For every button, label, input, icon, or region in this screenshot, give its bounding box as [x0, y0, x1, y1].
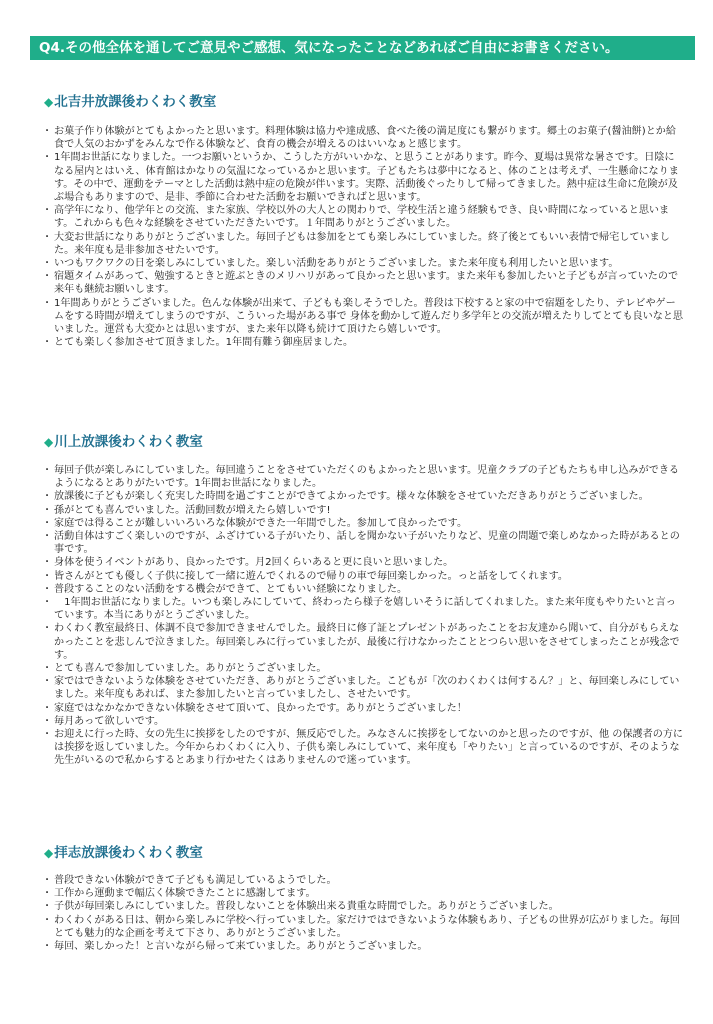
section-title-text: 北吉井放課後わくわく教室	[54, 94, 217, 110]
list-item: ・ わくわくがある日は、朝から楽しみに学校へ行っていました。家だけではできないような体験もあり、子どもの世界が広がりました。毎回とても魅力的な企画を考えて下さり、ありがとうございました。	[44, 914, 684, 940]
section-title-kitayoshii	[44, 93, 216, 111]
list-item: ・ 身体を使うイベントがあり、良かったです。月2回くらいあると更に良いと思いました。	[44, 556, 684, 569]
list-item: ・ 大変お世話になりありがとうございました。毎回子どもは参加をとても楽しみにしていました。終了後とてもいい表情で帰宅していました。来年度も是非参加させたいです。	[44, 231, 684, 257]
list-item: ・ 家ではできないような体験をさせていただき、ありがとうございました。こどもが「次のわくわくは何するん？」と、毎回楽しみにしていました。来年度もあれば、また参加したいと言っていましたし、させたいです。	[44, 675, 684, 701]
list-item: ・ 宿題タイムがあって、勉強するときと遊ぶときのメリハリがあって良かったと思います。また来年も参加したいと子どもが言っていたので来年も継続お願いします。	[44, 270, 684, 296]
section-title-text: 拝志放課後わくわく教室	[54, 845, 203, 861]
list-item: ・ 家庭ではなかなかできない体験をさせて頂いて、良かったです。ありがとうございました！	[44, 702, 684, 715]
list-item: ・ 皆さんがとても優しく子供に接して一緒に遊んでくれるので帰りの車で毎回楽しかった。っと話をしてくれます。	[44, 570, 684, 583]
list-item: ・ 子供が毎回楽しみにしていました。普段しないことを体験出来る貴重な時間でした。ありがとうございました。	[44, 900, 684, 913]
list-item: ・ 毎回子供が楽しみにしていました。毎回違うことをさせていただくのもよかったと思います。児童クラブの子どもたちも申し込みができるようになるとありがたいです。1年間お世話になりました。	[44, 464, 684, 490]
list-item: ・ 普段できない体験ができて子どもも満足しているようでした。	[44, 874, 684, 887]
section-title-haishi	[44, 844, 203, 862]
diamond-icon: ◆	[44, 435, 54, 449]
list-item: ・ 活動自体はすごく楽しいのですが、ふざけている子がいたり、話しを聞かない子がいたりなど、児童の問題で楽しめなかった時があるとの事です。	[44, 530, 684, 556]
list-item: ・ お迎えに行った時、女の先生に挨拶をしたのですが、無反応でした。みなさんに挨拶をしてないのかと思ったのですが、他 の保護者の方には挨拶を返していました。今年からわくわくに入り、子供も楽しみにしていて、来年度も「やりたい」と言っているのですが、そのような先生がいるので私からするとあまり行かせたくはありませんので迷っています。	[44, 728, 684, 768]
list-item: ・ とても喜んで参加していました。ありがとうございました。	[44, 662, 684, 675]
list-item: ・ 1年間お世話になりました。いつも楽しみにしていて、終わったら様子を嬉しいそうに話してくれました。また来年度もやりたいと言っています。本当にありがとうございました。	[44, 596, 684, 622]
list-item: ・ 工作から運動まで幅広く体験できたことに感謝してます。	[44, 887, 684, 900]
comment-list-kawakami	[44, 464, 684, 768]
section-title-kawakami	[44, 433, 203, 451]
list-item: ・ 孫がとても喜んでいました。活動回数が増えたら嬉しいです!	[44, 504, 684, 517]
list-item: ・ わくわく教室最終日、体調不良で参加できませんでした。最終日に修了証とプレゼントがあったことをお友達から聞いて、自分がもらえなかったことを悲しんで泣きました。毎回楽しみに行っていましたが、最後に行けなかったこととつらい思いをさせてしまったことが残念です。	[44, 622, 684, 662]
list-item: ・ 放課後に子どもが楽しく充実した時間を過ごすことができてよかったです。様々な体験をさせていただきありがとうございました。	[44, 490, 684, 503]
diamond-icon: ◆	[44, 95, 54, 109]
list-item: ・ 家庭では得ることが難しいいろいろな体験ができた一年間でした。参加して良かったです。	[44, 517, 684, 530]
list-item: ・ いつもワクワクの日を楽しみにしていました。楽しい活動をありがとうございました。また来年度も利用したいと思います。	[44, 257, 684, 270]
list-item: ・ 毎月あって欲しいです。	[44, 715, 684, 728]
diamond-icon: ◆	[44, 846, 54, 860]
list-item: ・ 毎回、楽しかった！と言いながら帰って来ていました。ありがとうございました。	[44, 940, 684, 953]
list-item: ・ 普段することのない活動をする機会ができて、とてもいい経験になりました。	[44, 583, 684, 596]
section-title-text: 川上放課後わくわく教室	[54, 434, 203, 450]
comment-list-kitayoshii	[44, 125, 684, 349]
list-item: ・ 高学年になり、他学年との交流、また家族、学校以外の大人との関わりで、学校生活と違う経験もでき、良い時間になっていると思います。これからも色々な経験をさせていただきたいです。１年間ありがとうございました。	[44, 204, 684, 230]
list-item: ・ 1年間ありがとうございました。色んな体験が出来て、子どもも楽しそうでした。普段は下校すると家の中で宿題をしたり、テレビやゲームをする時間が増えてしまうのですが、こういった場がある事で 身体を動かして遊んだり多学年との交流が増えたりしてとても良いなと思いました。運営も大変かとは思いますが、また来年以降も続けて頂けたら嬉しいです。	[44, 297, 684, 337]
comment-list-haishi	[44, 874, 684, 953]
list-item: ・ とても楽しく参加させて頂きました。1年間有難う御座居ました。	[44, 336, 684, 349]
question-banner: Q4.その他全体を通してご意見やご感想、気になったことなどあればご自由にお書きください。	[30, 36, 695, 60]
list-item: ・ 1年間お世話になりました。一つお願いというか、こうした方がいいかな、と思うことがあります。昨今、夏場は異常な暑さです。日陰になる屋内とはいえ、体育館はかなりの気温になっているかと思います。子どもたちは夢中になると、体のことは考えず、一生懸命になります。その中で、運動をテーマとした活動は熱中症の危険が伴います。実際、活動後ぐったりして帰ってきました。熱中症は生命に危険が及ぶ場合もありますので、是非、季節に合わせた活動をお願いできればと思います。	[44, 151, 684, 204]
list-item: ・ お菓子作り体験がとてもよかったと思います。料理体験は協力や達成感、食べた後の満足度にも繋がります。郷土のお菓子(醤油餅)とか給食で人気のおかずをみんなで作る体験など、食育の機会が増えるのはいいなぁと感じます。	[44, 125, 684, 151]
